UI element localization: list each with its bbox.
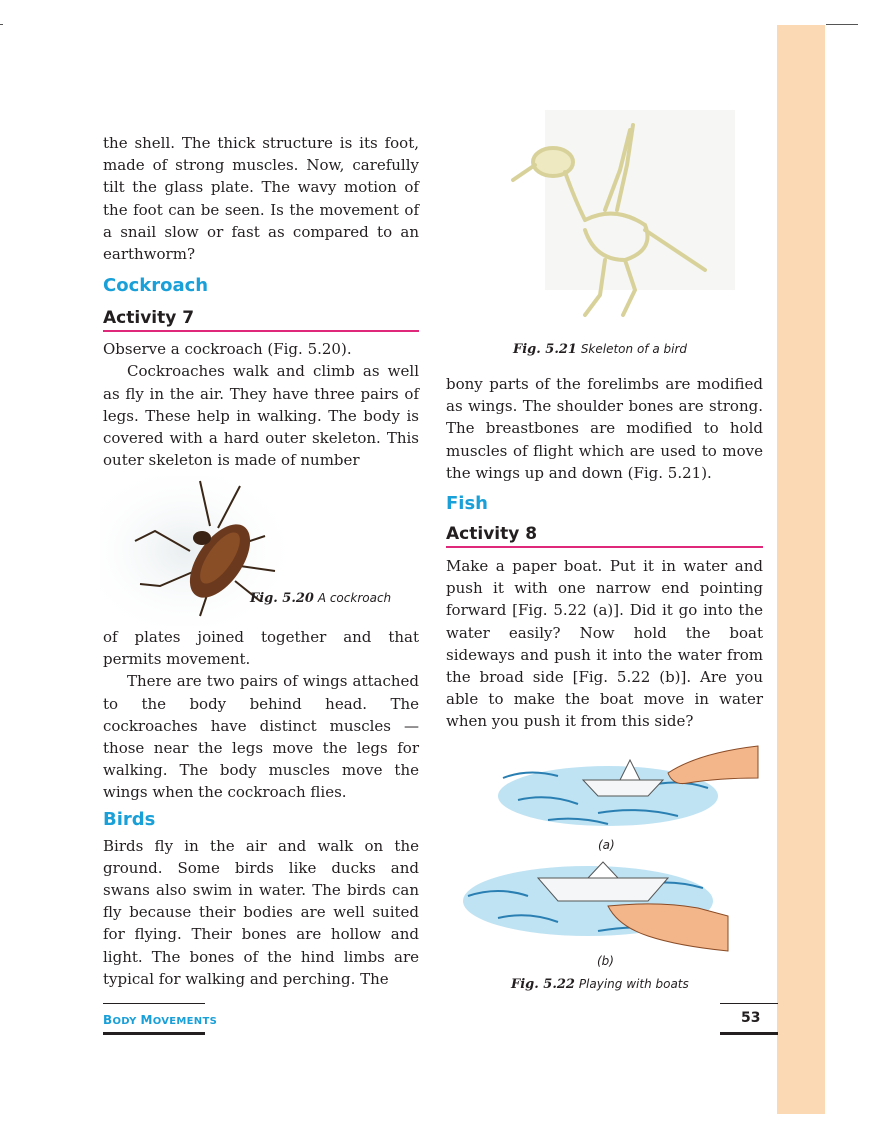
heading-birds: Birds: [103, 808, 156, 830]
boat-figure-a: [488, 738, 763, 838]
paragraph-boat: Make a paper boat. Put it in water and push it with one narrow end pointing forward [Fig. 5.22 (a)]. Did it go into the water easily? Now hold the boat sideways and push it into the water from the broad side [Fig. 5.22 (b)]. Are you able to make the boat move in water when you push it from this side?: [446, 557, 763, 731]
activity-8-heading: Activity 8: [446, 524, 763, 548]
crop-mark: [826, 24, 858, 25]
page-number: 53: [741, 1010, 761, 1026]
page-rule-top: [720, 1003, 778, 1004]
crop-mark: [0, 24, 3, 25]
heading-cockroach: Cockroach: [103, 275, 209, 297]
fig-5-22-caption: [511, 977, 689, 992]
page-rule-bottom: [720, 1032, 778, 1035]
boat-figure-b: [458, 856, 733, 956]
left-column: [103, 132, 419, 471]
label-b: (b): [597, 954, 614, 968]
margin-strip: [777, 25, 825, 1114]
right-column: [446, 373, 763, 733]
fig-title: Playing with boats: [578, 977, 689, 991]
paragraph-birds: Birds fly in the air and walk on the ground. Some birds like ducks and swans also swim in water. The birds can fly because their bodies are well suited for flying. Their bones are hollow and light. The bones of the hind limbs are typical for walking and perching. The: [103, 836, 419, 988]
footer-chapter-title: BODY MOVEMENTS: [103, 1013, 218, 1027]
fig-number: Fig. 5.20: [250, 591, 314, 606]
paragraph-bony: bony parts of the forelimbs are modified as wings. The shoulder bones are strong. The breastbones are modified to hold muscles of flight which are used to move the wings up and down (Fig. 5.21).: [446, 375, 763, 482]
activity-7-heading: Activity 7: [103, 308, 419, 332]
fig-5-20-caption: [250, 591, 391, 606]
paragraph-observe: Observe a cockroach (Fig. 5.20).: [103, 340, 352, 359]
footer-rule-top: [103, 1003, 205, 1004]
fig-number: Fig. 5.21: [513, 342, 577, 357]
heading-fish: Fish: [446, 493, 488, 515]
fig-5-21-caption: [513, 342, 687, 357]
paragraph-plates: of plates joined together and that permits movement.: [103, 628, 419, 669]
bird-skeleton-image: [505, 110, 735, 330]
paragraph-snail: the shell. The thick structure is its foot, made of strong muscles. Now, carefully tilt the glass plate. The wavy motion of the foot can be seen. Is the movement of a snail slow or fast as compared to an earthworm?: [103, 134, 419, 264]
fig-number: Fig. 5.22: [511, 977, 575, 992]
fig-title: A cockroach: [317, 591, 392, 605]
left-column-lower: [103, 626, 419, 990]
paragraph-wings: There are two pairs of wings attached to the body behind head. The cockroaches have distinct muscles — those near the legs move the legs for walking. The body muscles move the wings when the cockroach flies.: [103, 672, 419, 802]
footer-rule-bottom: [103, 1032, 205, 1035]
paragraph-cockroach: Cockroaches walk and climb as well as fly in the air. They have three pairs of legs. These help in walking. The body is covered with a hard outer skeleton. This outer skeleton is made of number: [103, 362, 419, 470]
fig-title: Skeleton of a bird: [580, 342, 687, 356]
label-a: (a): [598, 838, 615, 852]
